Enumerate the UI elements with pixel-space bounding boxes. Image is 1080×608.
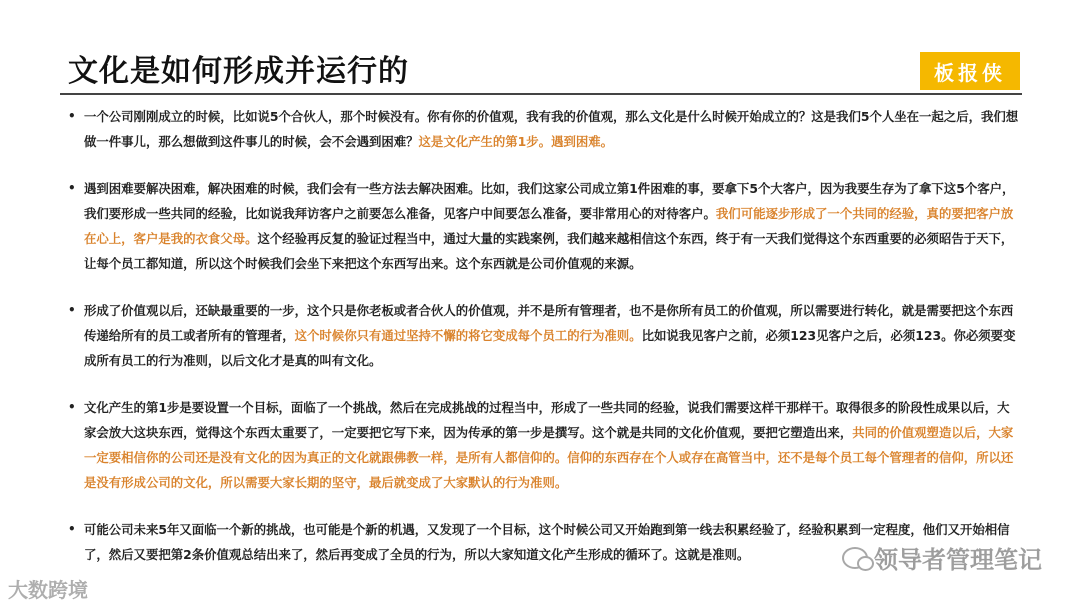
bullet-paragraph-4 — [68, 395, 1020, 495]
paragraph-text: 可能公司未来5年又面临一个新的挑战，也可能是个新的机遇，又发现了一个目标，这个时候公司又开始跑到第一线去积累经验了，经验积累到一定程度，他们又开始相信了，然后又要把第2条价值观总结出来了，然后再变成了全员的行为，所以大家知道文化产生形成的循环了。这就是准则。 — [84, 522, 1010, 562]
paragraph-highlight: 共同的价值观塑造以后，大家一定要相信你的公司还是没有文化的因为真正的文化就跟佛教一样，是所有人都信仰的。信仰的东西存在个人或存在高管当中，还不是每个员工每个管理者的信仰，所以还是没有形成公司的文化，所以需要大家长期的坚守，最后就变成了大家默认的行为准则。 — [84, 425, 1014, 490]
paragraph-text: 遇到困难要解决困难，解决困难的时候，我们会有一些方法去解决困难。比如，我们这家公司成立第1件困难的事，要拿下5个大客户，因为我要生存为了拿下这5个客户，我们要形成一些共同的经验，比如说我拜访客户之前要怎么准备，见客户中间要怎么准备，要非常用心的对待客户。 — [84, 181, 1015, 221]
bullet-paragraph-2 — [68, 176, 1020, 276]
paragraph-text: 一个公司刚刚成立的时候，比如说5个合伙人，那个时候没有。你有你的价值观，我有我的价值观，那么文化是什么时候开始成立的？这是我们5个人坐在一起之后，我们想做一件事儿，那么想做到这件事儿的时候，会不会遇到困难？ — [84, 109, 1019, 149]
paragraph-highlight: 这是文化产生的第1步。遇到困难。 — [418, 134, 614, 149]
watermark-left-text: 大数跨境 — [8, 578, 88, 602]
bullet-paragraph-3 — [68, 298, 1020, 373]
bullet-list — [68, 104, 1020, 589]
watermark-right-text: 领导者管理笔记 — [874, 546, 1042, 574]
paragraph-tail: 这个经验再反复的验证过程当中，通过大量的实践案例，我们越来越相信这个东西，终于有一天我们觉得这个东西重要的必须昭告于天下，让每个员工都知道，所以这个时候我们会坐下来把这个东西写出来。这个东西就是公司价值观的来源。 — [84, 231, 1014, 271]
paragraph-text: 文化产生的第1步是要设置一个目标，面临了一个挑战，然后在完成挑战的过程当中，形成了一些共同的经验，说我们需要这样干那样干。取得很多的阶段性成果以后，大家会放大这块东西，觉得这个东西太重要了，一定要把它写下来，因为传承的第一步是撰写。这个就是共同的文化价值观，要把它塑造出来， — [84, 400, 1010, 440]
brand-logo: 板报侠 — [920, 52, 1020, 90]
paragraph-highlight: 这个时候你只有通过坚持不懈的将它变成每个员工的行为准则。 — [294, 328, 642, 343]
paragraph-text: 形成了价值观以后，还缺最重要的一步，这个只是你老板或者合伙人的价值观，并不是所有管理者，也不是你所有员工的价值观，所以需要进行转化，就是需要把这个东西传递给所有的员工或者所有的管理者， — [84, 303, 1014, 343]
wechat-icon — [842, 547, 868, 569]
paragraph-highlight: 我们可能逐步形成了一个共同的经验，真的要把客户放在心上，客户是我的衣食父母。 — [84, 206, 1014, 246]
paragraph-tail: 比如说我见客户之前，必须123见客户之后，必须123。你必须要变成所有员工的行为准则，以后文化才是真的叫有文化。 — [84, 328, 1016, 368]
bullet-dot-icon: • — [68, 522, 76, 536]
page-title: 文化是如何形成并运行的 — [68, 54, 409, 89]
bullet-dot-icon: • — [68, 400, 76, 414]
watermark-left — [8, 574, 88, 603]
bullet-dot-icon: • — [68, 303, 76, 317]
title-divider — [60, 93, 1022, 95]
watermark-right — [842, 540, 1042, 575]
bullet-dot-icon: • — [68, 181, 76, 195]
bullet-dot-icon: • — [68, 109, 76, 123]
bullet-paragraph-1 — [68, 104, 1020, 154]
